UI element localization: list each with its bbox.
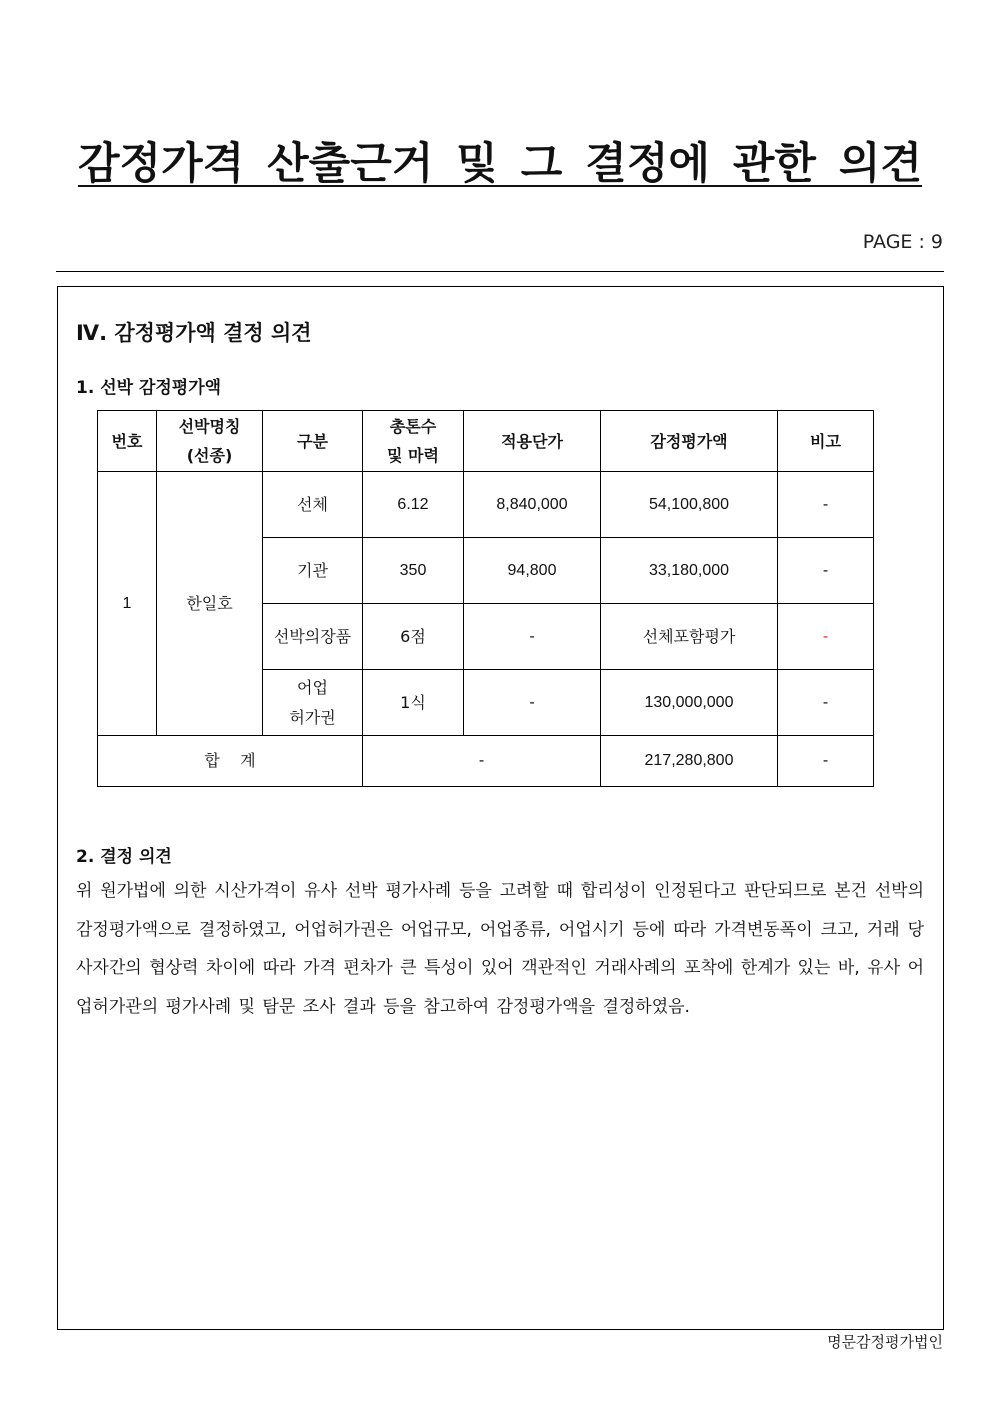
opinion-paragraph: 위 원가법에 의한 시산가격이 유사 선박 평가사례 등을 고려할 때 합리성이 인정된다고 판단되므로 본건 선박의 감정평가액으로 결정하였고, 어업허가권은 어업규모, 어업종류, 어업시기 등에 따라 가격변동폭이 크고, 거래 당사자간의 협상력 차이에 따라 가격 편차가 큰 특성이 있어 객관적인 거래사례의 포착에 한계가 있는 바, 유사 어업허가관의 평가사례 및 탐문 조사 결과 등을 참고하여 감정평가액을 결정하였음. <box>76 881 924 1017</box>
valuation-table <box>97 410 874 787</box>
cell-category-line2: 허가권 <box>289 707 336 727</box>
header-appraised: 감정평가액 <box>601 411 778 472</box>
cell-remarks: - <box>778 472 874 538</box>
header-divider <box>56 271 944 272</box>
total-label: 합 계 <box>98 736 363 787</box>
header-remarks: 비고 <box>778 411 874 472</box>
header-unit-price: 적용단가 <box>464 411 601 472</box>
header-vessel <box>157 411 263 472</box>
section-heading: Ⅳ. 감정평가액 결정 의견 <box>76 321 312 345</box>
cell-tonnage: 350 <box>363 538 464 604</box>
subsection-heading-opinion: 2. 결정 의견 <box>76 847 172 867</box>
total-middle: - <box>363 736 601 787</box>
total-remarks: - <box>778 736 874 787</box>
cell-category: 선박의장품 <box>263 604 363 670</box>
header-vessel-line1: 선박명칭 <box>178 417 241 436</box>
cell-category: 선체 <box>263 472 363 538</box>
table-row <box>98 472 874 538</box>
header-category: 구분 <box>263 411 363 472</box>
header-vessel-line2: (선종) <box>186 446 233 465</box>
cell-remarks: - <box>778 670 874 736</box>
cell-vessel: 한일호 <box>157 472 263 736</box>
header-tonnage-line2: 및 마력 <box>387 446 439 465</box>
subsection-heading-valuation: 1. 선박 감정평가액 <box>76 378 222 398</box>
cell-no: 1 <box>98 472 157 736</box>
document-title <box>0 130 1000 191</box>
header-tonnage <box>363 411 464 472</box>
cell-tonnage: 6.12 <box>363 472 464 538</box>
total-appraised: 217,280,800 <box>601 736 778 787</box>
cell-unit-price: - <box>464 670 601 736</box>
footer-company: 명문감정평가법인 <box>827 1333 943 1351</box>
cell-appraised: 130,000,000 <box>601 670 778 736</box>
cell-category-line1: 어업 <box>297 677 328 697</box>
header-no: 번호 <box>98 411 157 472</box>
cell-unit-price: 8,840,000 <box>464 472 601 538</box>
table-header-row <box>98 411 874 472</box>
cell-unit-price: - <box>464 604 601 670</box>
cell-appraised: 54,100,800 <box>601 472 778 538</box>
cell-remarks-highlight: - <box>778 604 874 670</box>
cell-tonnage: 6점 <box>363 604 464 670</box>
cell-unit-price: 94,800 <box>464 538 601 604</box>
header-tonnage-line1: 총톤수 <box>389 417 437 436</box>
page-number: PAGE : 9 <box>862 231 943 253</box>
cell-category <box>263 670 363 736</box>
cell-category: 기관 <box>263 538 363 604</box>
document-title-text: 감정가격 산출근거 및 그 결정에 관한 의견 <box>78 139 922 189</box>
cell-tonnage: 1식 <box>363 670 464 736</box>
table-total-row <box>98 736 874 787</box>
cell-remarks: - <box>778 538 874 604</box>
cell-appraised: 선체포함평가 <box>601 604 778 670</box>
cell-appraised: 33,180,000 <box>601 538 778 604</box>
